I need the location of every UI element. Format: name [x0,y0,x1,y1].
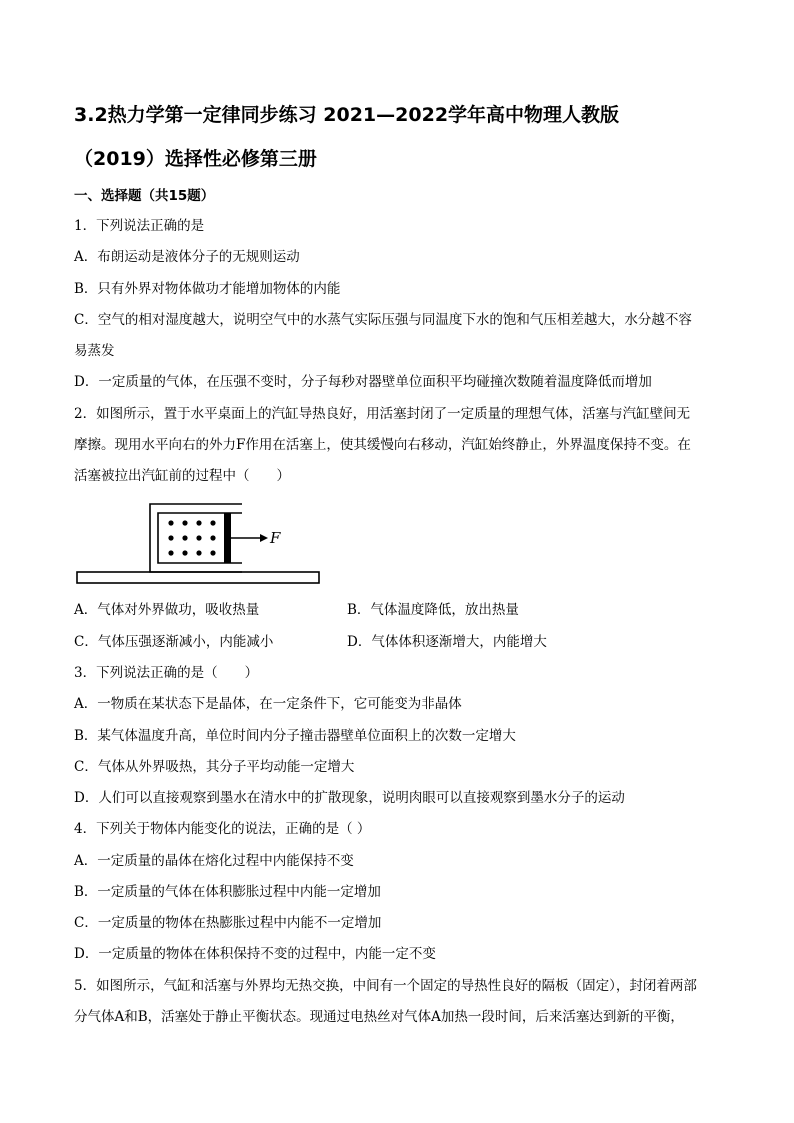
q3-option-d: D．人们可以直接观察到墨水在清水中的扩散现象，说明肉眼可以直接观察到墨水分子的运动 [74,790,625,806]
q2-stem-line-2: 摩擦。现用水平向右的外力F作用在活塞上，使其缓慢向右移动，汽缸始终静止，外界温度保持不变。在 [74,437,691,453]
q4-option-a: A．一定质量的晶体在熔化过程中内能保持不变 [74,853,354,869]
q5-stem-line-2: 分气体A和B，活塞处于静止平衡状态。现通过电热丝对气体A加热一段时间，后来活塞达到新的平衡， [74,1009,684,1025]
table-surface [77,572,319,583]
q1-option-c-line-2: 易蒸发 [74,343,115,359]
q3-option-c: C．气体从外界吸热，其分子平均动能一定增大 [74,759,355,775]
q5-stem-line-1: 5．如图所示，气缸和活塞与外界均无热交换，中间有一个固定的导热性良好的隔板（固定），封闭着两部 [74,978,697,994]
document-title-line-1: 3.2热力学第一定律同步练习 2021—2022学年高中物理人教版 [74,104,620,126]
q2-stem-line-1: 2．如图所示，置于水平桌面上的汽缸导热良好，用活塞封闭了一定质量的理想气体，活塞与汽缸壁间无 [74,406,691,422]
q4-stem: 4．下列关于物体内能变化的说法，正确的是（ ） [74,821,371,837]
q1-option-a: A．布朗运动是液体分子的无规则运动 [74,249,300,265]
q1-option-d: D．一定质量的气体，在压强不变时，分子每秒对器壁单位面积平均碰撞次数随着温度降低而增加 [74,374,652,390]
cylinder-piston-diagram [74,494,324,586]
q2-option-a: A．气体对外界做功，吸收热量 [74,602,260,618]
gas-molecules [168,520,215,555]
q3-stem: 3．下列说法正确的是（ ） [74,665,259,681]
q1-stem: 1．下列说法正确的是 [74,218,205,234]
q4-option-d: D．一定质量的物体在体积保持不变的过程中，内能一定不变 [74,946,436,962]
section-heading: 一、选择题（共15题） [74,188,215,204]
q2-option-b: B．气体温度降低，放出热量 [347,602,519,618]
arrow-right-icon [260,534,268,542]
q3-option-b: B．某气体温度升高，单位时间内分子撞击器壁单位面积上的次数一定增大 [74,728,516,744]
piston [224,513,231,563]
force-label: F [270,529,281,547]
q2-option-c: C．气体压强逐渐减小，内能减小 [74,634,274,650]
q2-option-d: D．气体体积逐渐增大，内能增大 [347,634,547,650]
q2-stem-line-3: 活塞被拉出汽缸前的过程中（ ） [74,468,290,484]
q1-option-b: B．只有外界对物体做功才能增加物体的内能 [74,281,341,297]
q4-option-b: B．一定质量的气体在体积膨胀过程中内能一定增加 [74,884,381,900]
q3-option-a: A．一物质在某状态下是晶体，在一定条件下，它可能变为非晶体 [74,696,462,712]
document-title-line-2: （2019）选择性必修第三册 [74,148,317,170]
q1-option-c-line-1: C．空气的相对湿度越大，说明空气中的水蒸气实际压强与同温度下水的饱和气压相差越大，水分越不容 [74,312,692,328]
q4-option-c: C．一定质量的物体在热膨胀过程中内能不一定增加 [74,915,382,931]
